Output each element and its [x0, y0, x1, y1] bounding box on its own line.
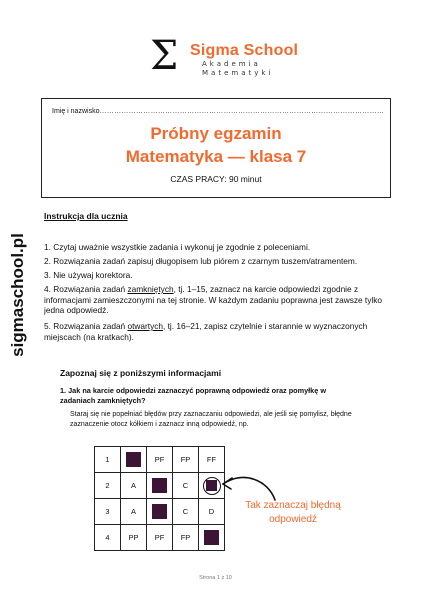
- grid-row: [95, 473, 225, 499]
- side-website-text: sigmaschool.pl: [8, 233, 27, 357]
- filled-mark-icon: [152, 478, 167, 493]
- page-number: Strona 1 z 10: [199, 575, 232, 581]
- school-logo: [150, 33, 330, 86]
- instruction-4-pre: 4. Rozwiązania zadań: [44, 284, 128, 294]
- grid-cell: C: [173, 473, 199, 499]
- grid-cell: PF: [147, 447, 173, 473]
- logo-subtitle-1: Akademia: [202, 60, 261, 68]
- instruction-1: 1. Czytaj uważnie wszystkie zadania i wykonuj je zgodnie z poleceniami.: [44, 242, 311, 252]
- name-field: [52, 108, 384, 115]
- grid-cell: PF: [147, 525, 173, 551]
- grid-row: [95, 499, 225, 525]
- grid-cell: [199, 525, 225, 551]
- filled-mark-icon: [126, 452, 141, 467]
- exam-header-box: [41, 98, 391, 198]
- name-dots: ………………………………………………………………………………………………………: [99, 108, 385, 115]
- filled-mark-icon: [204, 530, 219, 545]
- sigma-logo-icon: Σ: [150, 33, 179, 79]
- exam-title: Próbny egzamin: [150, 124, 282, 143]
- logo-subtitle-2: Matematyki: [202, 69, 274, 77]
- instruction-5-underlined: otwartych: [127, 321, 163, 331]
- instruction-5: [44, 321, 394, 342]
- grid-row: [95, 447, 225, 473]
- grid-cell: A: [121, 473, 147, 499]
- question-1: 1. Jak na karcie odpowiedzi zaznaczyć poprawną odpowiedź oraz pomyłkę w zadaniach zamkniętych?: [60, 386, 327, 405]
- grid-cell: [147, 473, 173, 499]
- grid-cell: A: [121, 499, 147, 525]
- grid-cell: FP: [173, 525, 199, 551]
- side-website: [3, 220, 33, 370]
- grid-cell: 1: [95, 447, 121, 473]
- mistake-note: Tak zaznaczaj błędną odpowiedź: [245, 500, 341, 525]
- grid-cell: FF: [199, 447, 225, 473]
- answer-card-example: [94, 446, 225, 551]
- grid-cell: [121, 447, 147, 473]
- instructions-heading: Instrukcja dla ucznia: [44, 211, 128, 221]
- grid-cell: 2: [95, 473, 121, 499]
- name-label: Imię i nazwisko: [52, 108, 100, 115]
- exam-subtitle: Matematyka — klasa 7: [125, 147, 307, 166]
- instruction-4: [44, 284, 394, 316]
- grid-cell: 4: [95, 525, 121, 551]
- answer-grid: [94, 446, 225, 551]
- filled-mark-icon: [152, 504, 167, 519]
- instruction-2: 2. Rozwiązania zadań zapisuj długopisem lub piórem z czarnym tuszem/atramentem.: [44, 256, 358, 266]
- grid-cell: D: [199, 499, 225, 525]
- exam-time: CZAS PRACY: 90 minut: [170, 174, 262, 184]
- grid-cell: FP: [173, 447, 199, 473]
- grid-cell: 3: [95, 499, 121, 525]
- instruction-3: 3. Nie używaj korektora.: [44, 270, 133, 280]
- grid-row: [95, 525, 225, 551]
- instruction-4-underlined: zamkniętych: [127, 284, 174, 294]
- instruction-5-pre: 5. Rozwiązania zadań: [44, 321, 128, 331]
- grid-cell: C: [173, 499, 199, 525]
- grid-cell: PP: [121, 525, 147, 551]
- info-heading: Zapoznaj się z poniższymi informacjami: [60, 368, 222, 378]
- instruction-5-post: , tj. 16–21, zapisz czytelnie i starannie w wyznaczonych miejscach (na kratkach).: [44, 321, 368, 342]
- logo-brand: Sigma School: [190, 42, 299, 59]
- instruction-4-post: , tj. 1–15, zaznacz na karcie odpowiedzi zgodnie z informacjami zamieszczonymi na tej stronie. W każdym zadaniu poprawna jest zawsze tylko jedna odpowiedź.: [44, 284, 382, 315]
- grid-cell: [147, 499, 173, 525]
- question-1-description: Staraj się nie popełniać błędów przy zaznaczaniu odpowiedzi, ale jeśli się pomylisz, błędne zaznaczenie otocz kółkiem i zaznacz inną odpowiedź, np.: [70, 411, 352, 428]
